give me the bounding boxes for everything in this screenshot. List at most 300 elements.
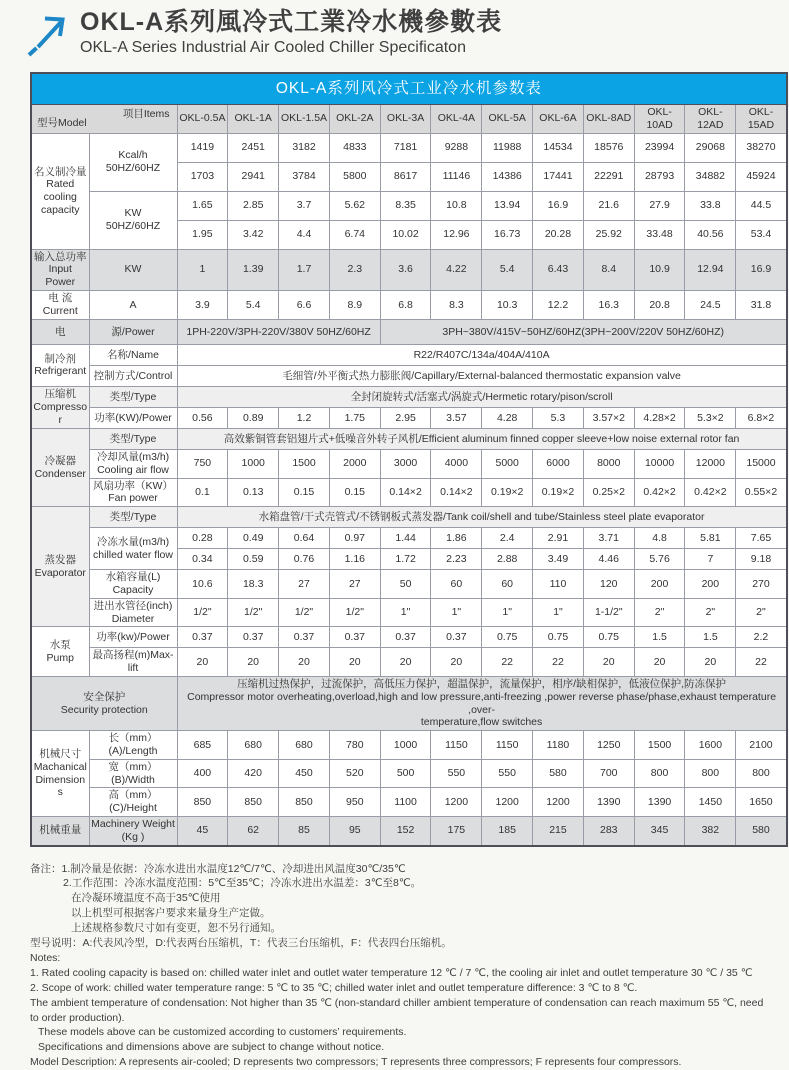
value-cell: 3784 xyxy=(279,162,330,191)
value-cell: 283 xyxy=(583,816,634,845)
value-cell: 10.9 xyxy=(634,249,685,290)
value-cell: 1 xyxy=(177,249,228,290)
value-cell: 1200 xyxy=(482,788,533,817)
value-cell: 1.72 xyxy=(380,549,431,570)
value-cell: 1419 xyxy=(177,133,228,162)
value-cell: 8.9 xyxy=(329,290,380,319)
category-cell: 冷凝器 Condenser xyxy=(31,428,89,506)
value-cell: 4.4 xyxy=(279,220,330,249)
value-cell: 4.46 xyxy=(583,549,634,570)
value-cell: 1000 xyxy=(380,731,431,760)
title-block xyxy=(80,8,502,57)
value-cell: 3PH~380V/415V~50HZ/60HZ(3PH~200V/220V 50HZ/60HZ) xyxy=(380,319,786,344)
item-cell: 控制方式/Control xyxy=(89,365,177,386)
table-row xyxy=(31,290,787,319)
value-cell: 10.8 xyxy=(431,191,482,220)
table-row xyxy=(31,407,787,428)
value-cell: 0.75 xyxy=(583,627,634,648)
model-cell: OKL-5A xyxy=(482,105,533,134)
model-cell: OKL-1A xyxy=(228,105,279,134)
value-cell: 3.57×2 xyxy=(583,407,634,428)
value-cell: 8.35 xyxy=(380,191,431,220)
value-cell: 1" xyxy=(431,598,482,627)
value-cell: 毛细管/外平衡式热力膨胀阀/Capillary/External-balanced thermostatic expansion valve xyxy=(177,365,787,386)
value-cell: 25.92 xyxy=(583,220,634,249)
table-row xyxy=(31,191,787,220)
value-cell: 685 xyxy=(177,731,228,760)
value-cell: 0.37 xyxy=(177,627,228,648)
value-cell: 520 xyxy=(329,759,380,788)
value-cell: 0.97 xyxy=(329,528,380,549)
table-caption-row xyxy=(31,73,787,105)
value-cell: 1" xyxy=(533,598,584,627)
value-cell: 152 xyxy=(380,816,431,845)
value-cell: 12.94 xyxy=(685,249,736,290)
value-cell: 10.6 xyxy=(177,570,228,599)
value-cell: 0.37 xyxy=(431,627,482,648)
value-cell: 1600 xyxy=(685,731,736,760)
model-cell: OKL-3A xyxy=(380,105,431,134)
note-line: The ambient temperature of condensation: Not higher than 35 ℃ (non-standard chiller ambient temperature of condensation can reach maximum 55 ℃, need to order production). xyxy=(30,996,764,1024)
value-cell: 1-1/2" xyxy=(583,598,634,627)
value-cell: 2.95 xyxy=(380,407,431,428)
category-cell: 安全保护 Security protection xyxy=(31,676,177,730)
value-cell: 13.94 xyxy=(482,191,533,220)
category-cell: 输入总功率 Input Power xyxy=(31,249,89,290)
value-cell: 20 xyxy=(177,648,228,677)
value-cell: 7 xyxy=(685,549,736,570)
value-cell: 20 xyxy=(228,648,279,677)
value-cell: 2" xyxy=(634,598,685,627)
value-cell: 420 xyxy=(228,759,279,788)
value-cell: 22 xyxy=(482,648,533,677)
value-cell: 45924 xyxy=(736,162,787,191)
value-cell: 1390 xyxy=(583,788,634,817)
table-row xyxy=(31,478,787,507)
value-cell: 1650 xyxy=(736,788,787,817)
model-cell: OKL-2A xyxy=(329,105,380,134)
value-cell: 22291 xyxy=(583,162,634,191)
value-cell: 5.62 xyxy=(329,191,380,220)
item-cell: 功率(kw)/Power xyxy=(89,627,177,648)
item-cell: 最高扬程(m)Max-lift xyxy=(89,648,177,677)
table-row xyxy=(31,627,787,648)
value-cell: 40.56 xyxy=(685,220,736,249)
value-cell: 0.75 xyxy=(482,627,533,648)
value-cell: 4.8 xyxy=(634,528,685,549)
value-cell: 1.95 xyxy=(177,220,228,249)
value-cell: 4833 xyxy=(329,133,380,162)
value-cell: 8.4 xyxy=(583,249,634,290)
value-cell: 400 xyxy=(177,759,228,788)
value-cell: 2.2 xyxy=(736,627,787,648)
value-cell: 700 xyxy=(583,759,634,788)
value-cell: 1.7 xyxy=(279,249,330,290)
table-row xyxy=(31,249,787,290)
item-cell: 类型/Type xyxy=(89,386,177,407)
model-cell: OKL-12AD xyxy=(685,105,736,134)
value-cell: 12.2 xyxy=(533,290,584,319)
table-row xyxy=(31,731,787,760)
value-cell: 14534 xyxy=(533,133,584,162)
model-cell: OKL-4A xyxy=(431,105,482,134)
value-cell: 60 xyxy=(482,570,533,599)
value-cell: 200 xyxy=(634,570,685,599)
value-cell: 4.22 xyxy=(431,249,482,290)
value-cell: 5.4 xyxy=(228,290,279,319)
value-cell: 0.14×2 xyxy=(431,478,482,507)
value-cell: 53.4 xyxy=(736,220,787,249)
value-cell: 950 xyxy=(329,788,380,817)
item-cell: 类型/Type xyxy=(89,428,177,449)
value-cell: 10.02 xyxy=(380,220,431,249)
category-cell: 制冷剂 Refrigerant xyxy=(31,344,89,386)
table-row xyxy=(31,570,787,599)
value-cell: 10.3 xyxy=(482,290,533,319)
doc-header xyxy=(26,8,789,61)
spec-table xyxy=(30,72,788,847)
table-row xyxy=(31,386,787,407)
value-cell: 1200 xyxy=(431,788,482,817)
value-cell: 500 xyxy=(380,759,431,788)
table-row xyxy=(31,816,787,845)
value-cell: 1.65 xyxy=(177,191,228,220)
value-cell: 1500 xyxy=(279,449,330,478)
value-cell: 580 xyxy=(736,816,787,845)
value-cell: 44.5 xyxy=(736,191,787,220)
corner-items-label: 项目Items xyxy=(122,108,170,120)
value-cell: 3.9 xyxy=(177,290,228,319)
value-cell: 1150 xyxy=(482,731,533,760)
page-title: OKL-A系列風冷式工業冷水機參數表 xyxy=(80,8,503,36)
note-line: 备注：1.制冷量是依据：冷冻水进出水温度12℃/7℃、冷却进出风温度30℃/35℃ xyxy=(30,862,406,875)
value-cell: 1.5 xyxy=(634,627,685,648)
model-cell: OKL-15AD xyxy=(736,105,787,134)
value-cell: 2.88 xyxy=(482,549,533,570)
value-cell: 3000 xyxy=(380,449,431,478)
category-cell: 电 流 Current xyxy=(31,290,89,319)
value-cell: 4.28 xyxy=(482,407,533,428)
value-cell: 175 xyxy=(431,816,482,845)
value-cell: 120 xyxy=(583,570,634,599)
table-row xyxy=(31,449,787,478)
value-cell: 800 xyxy=(634,759,685,788)
page-subtitle: OKL-A Series Industrial Air Cooled Chiller Specificaton xyxy=(80,38,466,56)
value-cell: 850 xyxy=(177,788,228,817)
value-cell: 22 xyxy=(533,648,584,677)
value-cell: 0.64 xyxy=(279,528,330,549)
value-cell: 5000 xyxy=(482,449,533,478)
value-cell: 1000 xyxy=(228,449,279,478)
value-cell: 1" xyxy=(482,598,533,627)
value-cell: 0.76 xyxy=(279,549,330,570)
value-cell: 1500 xyxy=(634,731,685,760)
value-cell: 850 xyxy=(228,788,279,817)
note-line: Notes: xyxy=(30,951,61,964)
value-cell: 3.6 xyxy=(380,249,431,290)
value-cell: 5.3×2 xyxy=(685,407,736,428)
value-cell: 20 xyxy=(279,648,330,677)
value-cell: 27.9 xyxy=(634,191,685,220)
value-cell: 2451 xyxy=(228,133,279,162)
value-cell: 8617 xyxy=(380,162,431,191)
value-cell: 0.59 xyxy=(228,549,279,570)
value-cell: 0.37 xyxy=(228,627,279,648)
note-line: 2. Scope of work: chilled water temperature range: 5 ℃ to 35 ℃; chilled water inlet and outlet temperature difference: 3 ℃ to 8 ℃. xyxy=(30,981,638,994)
value-cell: 1450 xyxy=(685,788,736,817)
value-cell: 5.76 xyxy=(634,549,685,570)
value-cell: 16.3 xyxy=(583,290,634,319)
item-cell: KW xyxy=(89,249,177,290)
value-cell: 270 xyxy=(736,570,787,599)
value-cell: 0.55×2 xyxy=(736,478,787,507)
category-cell: 机械尺寸 Machanical Dimensions xyxy=(31,731,89,817)
value-cell: 2" xyxy=(736,598,787,627)
value-cell: 21.6 xyxy=(583,191,634,220)
value-cell: 14386 xyxy=(482,162,533,191)
value-cell: 750 xyxy=(177,449,228,478)
value-cell: 1100 xyxy=(380,788,431,817)
value-cell: 0.75 xyxy=(533,627,584,648)
value-cell: 8000 xyxy=(583,449,634,478)
value-cell: 1/2" xyxy=(228,598,279,627)
value-cell: 0.37 xyxy=(329,627,380,648)
value-cell: 0.42×2 xyxy=(634,478,685,507)
value-cell: 680 xyxy=(279,731,330,760)
value-cell: 850 xyxy=(279,788,330,817)
value-cell: 110 xyxy=(533,570,584,599)
value-cell: 20 xyxy=(583,648,634,677)
category-cell: 名义制冷量 Rated cooling capacity xyxy=(31,133,89,249)
value-cell: 20 xyxy=(380,648,431,677)
value-cell: 680 xyxy=(228,731,279,760)
value-cell: 1PH-220V/3PH-220V/380V 50HZ/60HZ xyxy=(177,319,380,344)
value-cell: 1.2 xyxy=(279,407,330,428)
value-cell: 0.28 xyxy=(177,528,228,549)
value-cell: 5.4 xyxy=(482,249,533,290)
note-line: These models above can be customized according to customers’ requirements. xyxy=(38,1026,407,1039)
item-cell: 高（mm）(C)/Height xyxy=(89,788,177,817)
value-cell: 38270 xyxy=(736,133,787,162)
value-cell: 0.1 xyxy=(177,478,228,507)
value-cell: 27 xyxy=(329,570,380,599)
note-line: 1. Rated cooling capacity is based on: chilled water inlet and outlet water temperature 12 ℃ / 7 ℃, the cooling air inlet and outlet temperature 30 ℃ / 35 ℃ xyxy=(30,966,753,979)
value-cell: 0.13 xyxy=(228,478,279,507)
value-cell: 1.86 xyxy=(431,528,482,549)
value-cell: 580 xyxy=(533,759,584,788)
table-row xyxy=(31,759,787,788)
table-row xyxy=(31,648,787,677)
value-cell: 6.74 xyxy=(329,220,380,249)
note-line: Specifications and dimensions above are subject to change without notice. xyxy=(38,1041,385,1054)
model-cell: OKL-8AD xyxy=(583,105,634,134)
value-cell: 20.8 xyxy=(634,290,685,319)
value-cell: 5800 xyxy=(329,162,380,191)
item-cell: Kcal/h 50HZ/60HZ xyxy=(89,133,177,191)
model-cell: OKL-1.5A xyxy=(279,105,330,134)
corner-cell xyxy=(31,105,177,134)
item-cell: A xyxy=(89,290,177,319)
value-cell: 4000 xyxy=(431,449,482,478)
value-cell: 18.3 xyxy=(228,570,279,599)
note-line: 上述规格参数尺寸如有变更，恕不另行通知。 xyxy=(71,922,281,935)
table-row xyxy=(31,676,787,730)
value-cell: 800 xyxy=(736,759,787,788)
value-cell: 3.7 xyxy=(279,191,330,220)
table-row xyxy=(31,344,787,365)
item-cell: 风扇功率（KW） Fan power xyxy=(89,478,177,507)
value-cell: 0.89 xyxy=(228,407,279,428)
table-row xyxy=(31,788,787,817)
value-cell: 0.14×2 xyxy=(380,478,431,507)
value-cell: 1390 xyxy=(634,788,685,817)
value-cell: 16.73 xyxy=(482,220,533,249)
model-cell: OKL-0.5A xyxy=(177,105,228,134)
value-cell: 6000 xyxy=(533,449,584,478)
value-cell: 15000 xyxy=(736,449,787,478)
table-row xyxy=(31,133,787,162)
value-cell: 1250 xyxy=(583,731,634,760)
value-cell: 20.28 xyxy=(533,220,584,249)
value-cell: 0.19×2 xyxy=(533,478,584,507)
value-cell: 50 xyxy=(380,570,431,599)
value-cell: 6.8 xyxy=(380,290,431,319)
value-cell: 1/2" xyxy=(329,598,380,627)
value-cell: 1.39 xyxy=(228,249,279,290)
value-cell: 11146 xyxy=(431,162,482,191)
value-cell: 20 xyxy=(685,648,736,677)
value-cell: 0.15 xyxy=(279,478,330,507)
value-cell: 200 xyxy=(685,570,736,599)
value-cell: 0.56 xyxy=(177,407,228,428)
item-cell: 宽（mm）(B)/Width xyxy=(89,759,177,788)
item-cell: 长（mm）(A)/Length xyxy=(89,731,177,760)
value-cell: 33.8 xyxy=(685,191,736,220)
notes xyxy=(30,862,772,1070)
value-cell: 2" xyxy=(685,598,736,627)
value-cell: 压缩机过热保护，过流保护，高低压力保护，超温保护，流量保护，相序/缺相保护，低液位保护,防冻保护 Compressor motor overheating,overload,high and low pressure,anti-freezing ,power reverse phase/phase,exhaust temperature ,over- temperature,flow switches xyxy=(177,676,787,730)
table-row xyxy=(31,528,787,549)
value-cell: 29068 xyxy=(685,133,736,162)
value-cell: 0.19×2 xyxy=(482,478,533,507)
value-cell: 11988 xyxy=(482,133,533,162)
value-cell: 1703 xyxy=(177,162,228,191)
value-cell: 20 xyxy=(431,648,482,677)
value-cell: 1180 xyxy=(533,731,584,760)
spec-table-body xyxy=(31,133,787,845)
item-cell: 类型/Type xyxy=(89,507,177,528)
value-cell: 33.48 xyxy=(634,220,685,249)
value-cell: 20 xyxy=(329,648,380,677)
table-caption: OKL-A系列风冷式工业冷水机参数表 xyxy=(31,73,787,105)
value-cell: 0.37 xyxy=(279,627,330,648)
value-cell: 0.42×2 xyxy=(685,478,736,507)
value-cell: 1/2" xyxy=(279,598,330,627)
note-line: Model Description: A represents air-cooled; D represents two compressors; T represents three compressors; F represents four compressors. xyxy=(30,1056,682,1069)
value-cell: 17441 xyxy=(533,162,584,191)
table-row xyxy=(31,319,787,344)
value-cell: 1.16 xyxy=(329,549,380,570)
value-cell: 高效紫铜管套铝翅片式+低噪音外转子风机/Efficient aluminum finned copper sleeve+low noise external rotor fan xyxy=(177,428,787,449)
value-cell: 2.3 xyxy=(329,249,380,290)
value-cell: 0.25×2 xyxy=(583,478,634,507)
item-cell: 进出水管径(inch) Diameter xyxy=(89,598,177,627)
value-cell: 7.65 xyxy=(736,528,787,549)
value-cell: 水箱盘管/干式壳管式/不锈钢板式蒸发器/Tank coil/shell and tube/Stainless steel plate evaporator xyxy=(177,507,787,528)
value-cell: 10000 xyxy=(634,449,685,478)
note-line: 2.工作范围：冷冻水温度范围：5℃至35℃；冷冻水进出水温差：3℃至8℃。 xyxy=(63,877,422,890)
value-cell: 28793 xyxy=(634,162,685,191)
category-cell: 机械重量 xyxy=(31,816,89,845)
category-cell: 蒸发器 Evaporator xyxy=(31,507,89,627)
value-cell: 3.42 xyxy=(228,220,279,249)
value-cell: 215 xyxy=(533,816,584,845)
value-cell: 60 xyxy=(431,570,482,599)
value-cell: 3.49 xyxy=(533,549,584,570)
category-cell: 水泵 Pump xyxy=(31,627,89,677)
value-cell: 62 xyxy=(228,816,279,845)
value-cell: 85 xyxy=(279,816,330,845)
value-cell: 24.5 xyxy=(685,290,736,319)
value-cell: 2.85 xyxy=(228,191,279,220)
item-cell: 冷却风量(m3/h) Cooling air flow xyxy=(89,449,177,478)
item-cell: 源/Power xyxy=(89,319,177,344)
table-row xyxy=(31,428,787,449)
value-cell: 27 xyxy=(279,570,330,599)
value-cell: 1" xyxy=(380,598,431,627)
value-cell: 45 xyxy=(177,816,228,845)
table-row xyxy=(31,507,787,528)
note-line: 以上机型可根据客户要求来量身生产定做。 xyxy=(71,907,271,920)
value-cell: 16.9 xyxy=(533,191,584,220)
value-cell: 3.57 xyxy=(431,407,482,428)
item-cell: KW 50HZ/60HZ xyxy=(89,191,177,249)
note-line: 型号说明：A:代表风冷型，D:代表两台压缩机，T：代表三台压缩机，F：代表四台压缩机。 xyxy=(30,937,452,950)
value-cell: 800 xyxy=(685,759,736,788)
note-line: 在冷凝环境温度不高于35℃使用 xyxy=(71,892,221,905)
value-cell: 12000 xyxy=(685,449,736,478)
value-cell: 0.15 xyxy=(329,478,380,507)
table-header-row xyxy=(31,105,787,134)
value-cell: 4.28×2 xyxy=(634,407,685,428)
value-cell: 780 xyxy=(329,731,380,760)
value-cell: 9288 xyxy=(431,133,482,162)
value-cell: 34882 xyxy=(685,162,736,191)
category-cell: 压缩机 Compressor xyxy=(31,386,89,428)
value-cell: 382 xyxy=(685,816,736,845)
model-cell: OKL-6A xyxy=(533,105,584,134)
value-cell: 0.49 xyxy=(228,528,279,549)
value-cell: 8.3 xyxy=(431,290,482,319)
value-cell: 9.18 xyxy=(736,549,787,570)
value-cell: 2.91 xyxy=(533,528,584,549)
value-cell: 3.71 xyxy=(583,528,634,549)
value-cell: 18576 xyxy=(583,133,634,162)
value-cell: 0.37 xyxy=(380,627,431,648)
item-cell: 功率(KW)/Power xyxy=(89,407,177,428)
value-cell: 95 xyxy=(329,816,380,845)
value-cell: 0.34 xyxy=(177,549,228,570)
value-cell: 5.3 xyxy=(533,407,584,428)
value-cell: 2000 xyxy=(329,449,380,478)
value-cell: 6.43 xyxy=(533,249,584,290)
value-cell: 12.96 xyxy=(431,220,482,249)
value-cell: 2941 xyxy=(228,162,279,191)
value-cell: 1200 xyxy=(533,788,584,817)
model-cell: OKL-10AD xyxy=(634,105,685,134)
value-cell: 1.44 xyxy=(380,528,431,549)
value-cell: 23994 xyxy=(634,133,685,162)
